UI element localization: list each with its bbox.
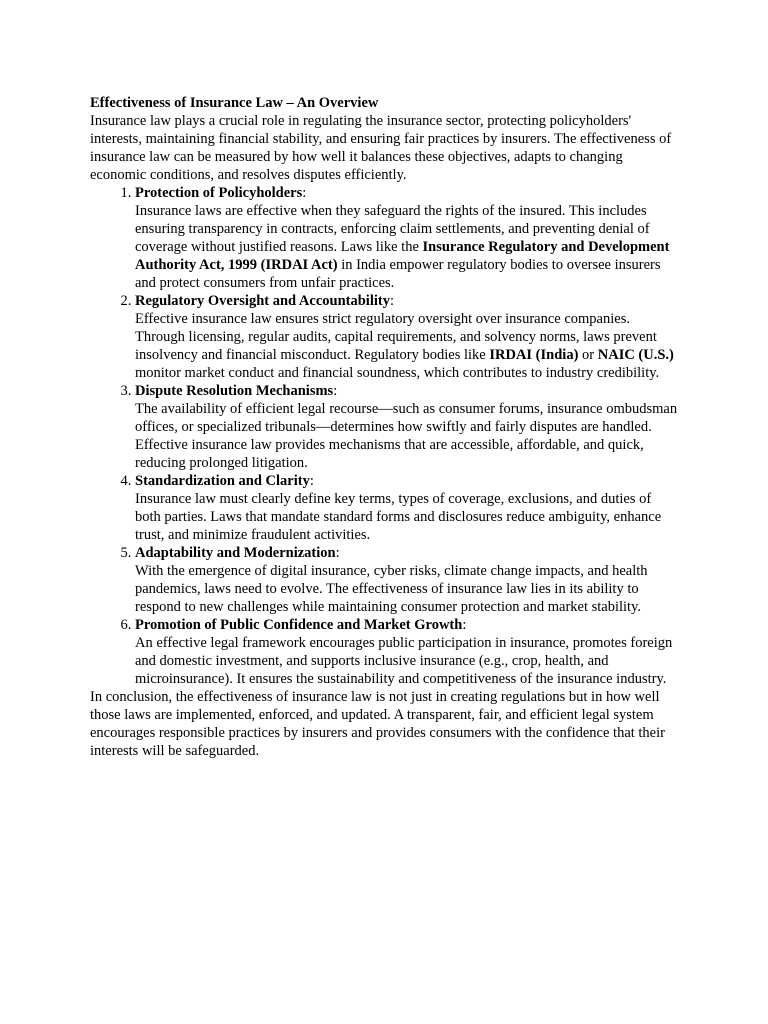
list-item-body bbox=[135, 311, 674, 381]
list-item-body bbox=[135, 563, 648, 615]
body-text: monitor market conduct and financial soundness, which contributes to industry credibility. bbox=[135, 365, 660, 381]
list-item: 4. Standardization and Clarity: Insurance law must clearly define key terms, types of coverage, exclusions, and duties of both parties. Laws that mandate standard forms and disclosures reduce ambiguity, enhance trust, and minimize fraudulent activities. bbox=[135, 472, 678, 544]
intro-paragraph: Insurance law plays a crucial role in regulating the insurance sector, protecting policyholders' interests, maintaining financial stability, and ensuring fair practices by insurers. The effectiveness of insurance law can be measured by how well it balances these objectives, adapts to changing economic conditions, and resolves disputes efficiently. bbox=[90, 113, 672, 183]
list-item-heading: Adaptability and Modernization bbox=[135, 545, 336, 561]
body-text: With the emergence of digital insurance, cyber risks, climate change impacts, and health pandemics, laws need to evolve. The effectiveness of insurance law lies in its ability to respond to new challenges while maintaining consumer protection and market stability. bbox=[135, 563, 648, 615]
list-item: 5. Adaptability and Modernization: With the emergence of digital insurance, cyber risks, climate change impacts, and health pandemics, laws need to evolve. The effectiveness of insurance law lies in its ability to respond to new challenges while maintaining consumer protection and market stability. bbox=[135, 544, 678, 616]
list-item-heading: Standardization and Clarity bbox=[135, 473, 310, 489]
body-text: The availability of efficient legal recourse—such as consumer forums, insurance ombudsman offices, or specialized tribunals—determines how swiftly and fairly disputes are handled. Effective insurance law provides mechanisms that are accessible, affordable, and quick, reducing prolonged litigation. bbox=[135, 401, 678, 471]
bold-term: IRDAI (India) bbox=[489, 347, 579, 363]
conclusion-paragraph: In conclusion, the effectiveness of insurance law is not just in creating regulations but in how well those laws are implemented, enforced, and updated. A transparent, fair, and efficient legal system encourages responsible practices by insurers and provides consumers with the confidence that their interests will be safeguarded. bbox=[90, 689, 665, 759]
body-text: Insurance laws are effective when they safeguard the rights of the insured. This includes ensuring transparency in contracts, enforcing claim settlements, and preventing denial of coverage without justified reasons. Laws like the bbox=[135, 203, 650, 255]
list-item: 3. Dispute Resolution Mechanisms: The availability of efficient legal recourse—such as consumer forums, insurance ombudsman offices, or specialized tribunals—determines how swiftly and fairly disputes are handled. Effective insurance law provides mechanisms that are accessible, affordable, and quick, reducing prolonged litigation. bbox=[135, 382, 678, 472]
list-item: 2. Regulatory Oversight and Accountability: Effective insurance law ensures strict regulatory oversight over insurance companies. Through licensing, regular audits, capital requirements, and solvency norms, laws prevent insolvency and financial misconduct. Regulatory bodies like IRDAI (India) or NAIC (U.S.) monitor market conduct and financial soundness, which contributes to industry credibility. bbox=[135, 292, 678, 382]
document-title: Effectiveness of Insurance Law – An Overview bbox=[90, 95, 379, 111]
bold-term: NAIC (U.S.) bbox=[597, 347, 674, 363]
body-text: in India empower regulatory bodies to oversee insurers and protect consumers from unfair practices. bbox=[135, 257, 661, 291]
list-item-heading: Promotion of Public Confidence and Market Growth bbox=[135, 617, 463, 633]
list-item-heading: Dispute Resolution Mechanisms bbox=[135, 383, 334, 399]
list-item: 1. Protection of Policyholders: Insurance laws are effective when they safeguard the rights of the insured. This includes ensuring transparency in contracts, enforcing claim settlements, and preventing denial of coverage without justified reasons. Laws like the Insurance Regulatory and Development Authority Act, 1999 (IRDAI Act) in India empower regulatory bodies to oversee insurers and protect consumers from unfair practices. bbox=[135, 184, 678, 292]
body-text: Effective insurance law ensures strict regulatory oversight over insurance companies. Through licensing, regular audits, capital requirements, and solvency norms, laws prevent insolvency and financial misconduct. Regulatory bodies like bbox=[135, 311, 657, 363]
body-text: or bbox=[578, 347, 598, 363]
list-item: 6. Promotion of Public Confidence and Market Growth: An effective legal framework encourages public participation in insurance, promotes foreign and domestic investment, and supports inclusive insurance (e.g., crop, health, and microinsurance). It ensures the sustainability and competitiveness of the insurance industry. bbox=[135, 616, 678, 688]
body-text: An effective legal framework encourages public participation in insurance, promotes foreign and domestic investment, and supports inclusive insurance (e.g., crop, health, and microinsurance). It ensures the sustainability and competitiveness of the insurance industry. bbox=[135, 635, 673, 687]
list-item-body bbox=[135, 491, 661, 543]
bold-term: Insurance Regulatory and Development Authority Act, 1999 (IRDAI Act) bbox=[135, 239, 670, 273]
list-item-body bbox=[135, 401, 677, 471]
list-item-body bbox=[135, 203, 669, 291]
points-list bbox=[90, 184, 678, 688]
body-text: Insurance law must clearly define key terms, types of coverage, exclusions, and duties of both parties. Laws that mandate standard forms and disclosures reduce ambiguity, enhance trust, and minimize fraudulent activities. bbox=[135, 491, 662, 543]
list-item-body bbox=[135, 635, 672, 687]
list-item-heading: Regulatory Oversight and Accountability bbox=[135, 293, 390, 309]
list-item-heading: Protection of Policyholders bbox=[135, 185, 303, 201]
